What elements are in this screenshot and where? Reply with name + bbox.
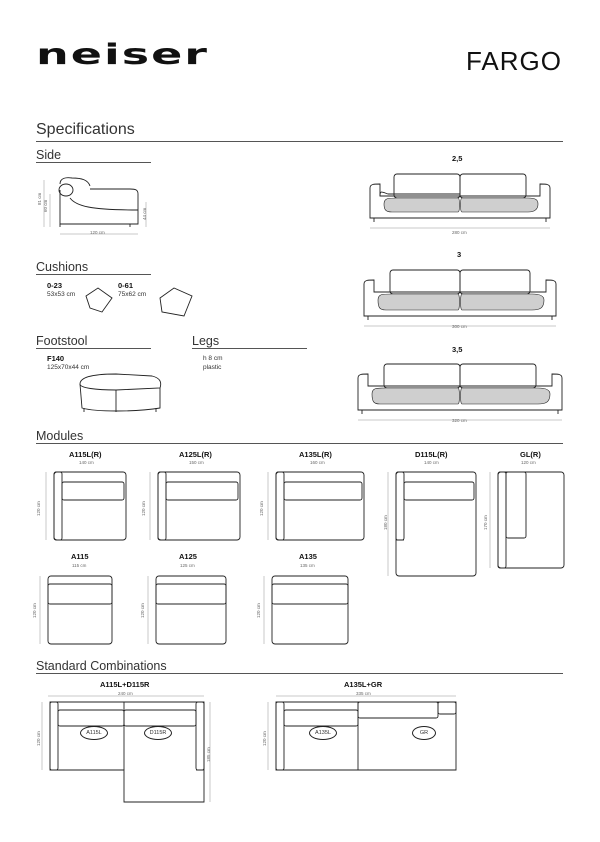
combo-2-tag-a: A135L	[309, 726, 337, 740]
legs-height: h 8 cm	[203, 355, 223, 362]
combo-1-drawing	[44, 698, 214, 810]
section-modules: Modules	[36, 429, 84, 443]
module-d115lr-code: D115L(R)	[415, 450, 448, 459]
side-seat-label: 60 cm	[43, 199, 48, 212]
module-a135-code: A135	[299, 552, 317, 561]
footstool-rule	[36, 348, 151, 349]
side-arm-label: 44 cm	[142, 207, 147, 220]
module-a115-drawing	[42, 572, 116, 646]
module-a135lr-code: A135L(R)	[299, 450, 332, 459]
module-d115lr-drawing	[390, 468, 480, 580]
module-a125-drawing	[150, 572, 230, 646]
cushion-2-drawing	[156, 286, 196, 320]
module-a125lr-width: 150 cm	[189, 460, 204, 465]
modules-rule	[36, 443, 563, 444]
footstool-code: F140	[47, 354, 65, 363]
sofa-25-width-label: 280 cm	[452, 230, 467, 235]
combo-1-tag-a: A115L	[80, 726, 108, 740]
module-a115-width: 115 cm	[72, 563, 87, 568]
section-combinations: Standard Combinations	[36, 659, 167, 673]
module-a135lr-drawing	[270, 468, 366, 548]
title-rule	[36, 141, 563, 142]
module-a115lr-drawing	[48, 468, 128, 548]
footstool-drawing	[76, 372, 166, 424]
module-a135lr-depth: 120 cm	[259, 501, 264, 516]
cushion-1-code: 0-23	[47, 281, 63, 290]
cushion-1-size: 53x53 cm	[47, 291, 76, 298]
page-title: Specifications	[36, 121, 135, 138]
section-legs: Legs	[192, 334, 220, 348]
module-a125lr-depth: 120 cm	[141, 501, 146, 516]
combo-2-tag-b: GR	[412, 726, 436, 740]
module-a125-depth: 120 cm	[140, 603, 145, 618]
module-glr-drawing	[492, 468, 568, 572]
combo-1-width: 240 cm	[118, 691, 133, 696]
module-a115lr-width: 140 cm	[79, 460, 94, 465]
legs-rule	[192, 348, 307, 349]
sofa-35-label: 3,5	[452, 345, 463, 354]
module-a125-code: A125	[179, 552, 197, 561]
combo-1-code: A115L+D115R	[100, 680, 150, 689]
combinations-rule	[36, 673, 563, 674]
cushions-rule	[36, 274, 151, 275]
module-glr-width: 120 cm	[521, 460, 536, 465]
module-a115-code: A115	[71, 552, 89, 561]
module-d115lr-depth: 180 cm	[383, 515, 388, 530]
section-cushions: Cushions	[36, 260, 89, 274]
module-a125lr-code: A125L(R)	[179, 450, 212, 459]
section-side: Side	[36, 148, 62, 162]
module-a135-width: 135 cm	[300, 563, 315, 568]
cushion-1-drawing	[82, 286, 116, 316]
module-d115lr-width: 140 cm	[424, 460, 439, 465]
cushion-2-size: 75x62 cm	[118, 291, 147, 298]
side-height-label: 81 cm	[37, 192, 42, 205]
footstool-size: 125x70x44 cm	[47, 364, 90, 371]
module-glr-depth: 170 cm	[483, 515, 488, 530]
sofa-35-width-label: 320 cm	[452, 418, 467, 423]
combo-2-depth: 120 cm	[262, 731, 267, 746]
combo-2-drawing	[270, 698, 466, 778]
cushion-2-code: 0-61	[118, 281, 134, 290]
module-a115lr-code: A115L(R)	[69, 450, 102, 459]
brand-logo: neiser	[36, 37, 209, 71]
side-rule	[36, 162, 151, 163]
module-a125-width: 125 cm	[180, 563, 195, 568]
combo-2-width: 335 cm	[356, 691, 371, 696]
sofa-3-width-label: 300 cm	[452, 324, 467, 329]
combo-1-depth2: 185 cm	[206, 747, 211, 762]
module-a115lr-depth: 120 cm	[36, 501, 41, 516]
module-a135lr-width: 160 cm	[310, 460, 325, 465]
sofa-25-label: 2,5	[452, 154, 463, 163]
legs-material: plastic	[203, 364, 222, 371]
module-glr-code: GL(R)	[520, 450, 541, 459]
sofa-3-label: 3	[457, 250, 462, 259]
side-depth-label: 120 cm	[90, 230, 105, 235]
combo-1-depth: 120 cm	[36, 731, 41, 746]
product-name: FARGO	[465, 46, 562, 76]
combo-2-code: A135L+GR	[344, 680, 383, 689]
module-a135-depth: 120 cm	[256, 603, 261, 618]
module-a115-depth: 120 cm	[32, 603, 37, 618]
module-a135-drawing	[266, 572, 350, 646]
section-footstool: Footstool	[36, 334, 88, 348]
module-a125lr-drawing	[152, 468, 242, 548]
combo-1-tag-b: D115R	[144, 726, 172, 740]
